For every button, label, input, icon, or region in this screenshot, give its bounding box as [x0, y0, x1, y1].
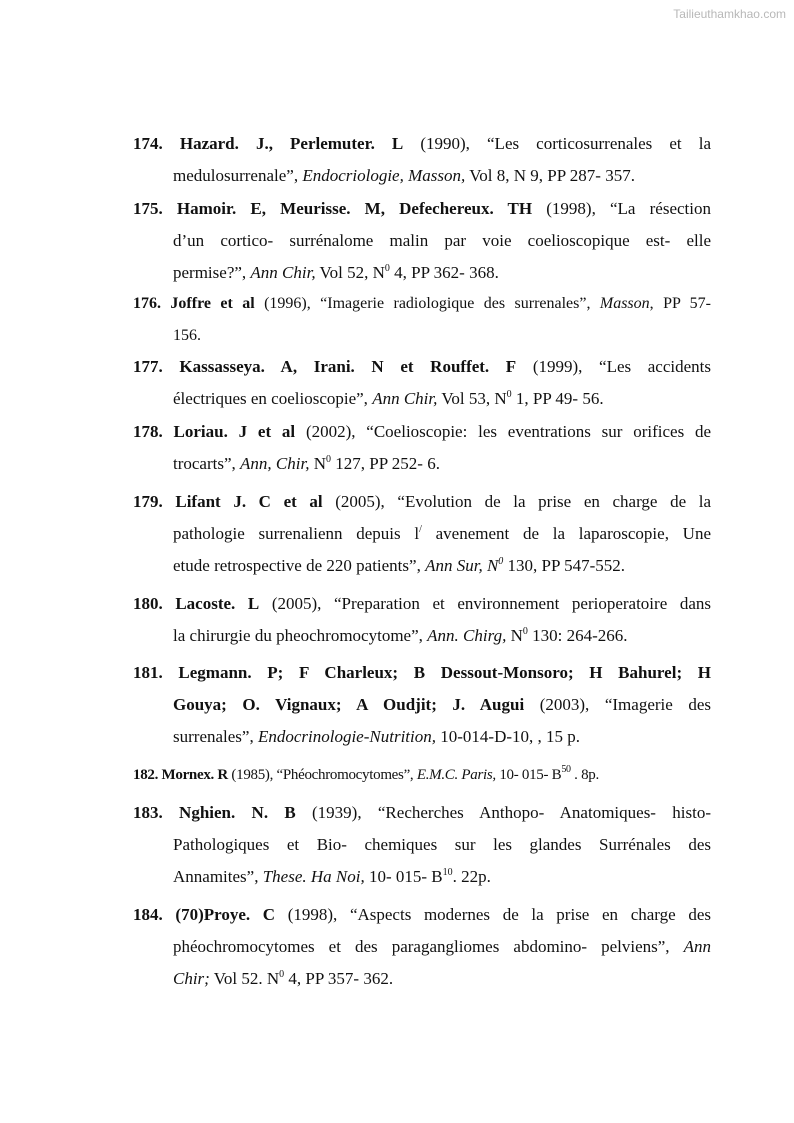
ref-superscript: 0: [279, 969, 285, 980]
ref-journal: Ann, Chir,: [240, 454, 310, 473]
ref-text: (1990), “Les corticosurrenales et la: [403, 134, 712, 153]
ref-text: (1999), “Les accidents: [516, 357, 711, 376]
reference-182: [133, 759, 711, 791]
watermark: Tailieuthamkhao.com: [673, 7, 786, 21]
ref-authors: Gouya; O. Vignaux; A Oudjit; J. Augui: [173, 695, 525, 714]
ref-text: 4, PP 362- 368.: [389, 263, 499, 282]
ref-text: . 22p.: [452, 867, 491, 886]
ref-text: Pathologiques et Bio- chemiques sur les glandes Surrénales des: [173, 835, 711, 854]
reference-177: [133, 351, 711, 415]
ref-superscript: 0: [522, 626, 528, 637]
ref-number: 174.: [133, 134, 163, 153]
ref-number: 183.: [133, 803, 163, 822]
ref-superscript: /: [419, 524, 422, 535]
ref-text: 10- 015- B: [495, 767, 562, 783]
ref-text: 10-014-D-10, , 15 p.: [436, 727, 581, 746]
reference-179: [133, 486, 711, 582]
ref-text: la chirurgie du pheochromocytome”,: [173, 626, 428, 645]
reference-174: [133, 128, 711, 192]
ref-text: (2002), “Coelioscopie: les eventrations sur orifices de: [295, 422, 712, 441]
ref-journal: Masson: [599, 295, 650, 312]
ref-journal: Ann. Chirg,: [427, 626, 507, 645]
ref-authors: Loriau. J et al: [173, 422, 296, 441]
ref-authors: Mornex. R: [161, 767, 228, 783]
reference-181: [133, 657, 711, 753]
reference-183: [133, 797, 711, 893]
ref-number: 184.: [133, 905, 163, 924]
ref-text: Vol 53, N: [437, 389, 507, 408]
ref-text: phéochromocytomes et des paragangliomes abdomino- pelviens”,: [173, 937, 684, 956]
reference-176: [133, 288, 711, 352]
ref-text: , PP 57-: [649, 295, 711, 312]
ref-text: d’un cortico- surrénalome malin par voie coelioscopique est- elle: [173, 231, 711, 250]
ref-text: 127, PP 252- 6.: [331, 454, 440, 473]
ref-text: 130: 264-266.: [527, 626, 628, 645]
reference-180: [133, 588, 711, 652]
ref-text: etude retrospective de 220 patients”,: [173, 556, 426, 575]
ref-text: (2005), “Preparation et environnement perioperatoire dans: [259, 594, 711, 613]
ref-superscript: 50: [561, 764, 571, 775]
ref-text: avenement de la laparoscopie, Une: [421, 524, 712, 543]
ref-authors: (70)Proye. C: [175, 905, 276, 924]
ref-journal: Endocriologie, Masson,: [302, 166, 466, 185]
ref-authors: Hazard. J., Perlemuter. L: [179, 134, 404, 153]
ref-journal: Chir;: [173, 969, 210, 988]
ref-journal: These. Ha Noi,: [262, 867, 365, 886]
ref-text: (1985), “Phéochromocytomes”,: [227, 767, 417, 783]
ref-authors: Lacoste. L: [175, 594, 260, 613]
ref-journal: Ann Sur, N: [425, 556, 499, 575]
ref-journal: Ann Chir,: [250, 263, 316, 282]
ref-number: 176.: [133, 295, 161, 312]
ref-number: 179.: [133, 492, 163, 511]
ref-superscript: 10: [442, 867, 453, 878]
ref-number: 180.: [133, 594, 163, 613]
ref-text: N: [506, 626, 523, 645]
ref-text: 1, PP 49- 56.: [511, 389, 604, 408]
ref-text: (2005), “Evolution de la prise en charge de la: [322, 492, 712, 511]
ref-text: 156.: [173, 327, 201, 344]
reference-184: [133, 899, 711, 995]
ref-superscript: 0: [506, 389, 512, 400]
ref-authors: Nghien. N. B: [179, 803, 296, 822]
ref-journal: E.M.C. Paris,: [416, 767, 496, 783]
ref-text: (1996), “Imagerie radiologique des surrenales”,: [254, 295, 600, 312]
reference-178: [133, 416, 711, 480]
reference-175: [133, 193, 711, 289]
ref-journal: Ann: [683, 937, 711, 956]
ref-text: 4, PP 357- 362.: [284, 969, 394, 988]
ref-text: électriques en coelioscopie”,: [173, 389, 373, 408]
ref-text: (1939), “Recherches Anthopo- Anatomiques- histo-: [295, 803, 711, 822]
ref-number: 177.: [133, 357, 163, 376]
ref-superscript: 0: [326, 454, 331, 465]
ref-authors: Legmann. P; F Charleux; B Dessout-Monsoro; H Bahurel; H: [178, 663, 711, 682]
ref-text: Vol 52, N: [315, 263, 385, 282]
ref-text: pathologie surrenalienn depuis l: [173, 524, 420, 543]
ref-text: 130, PP 547-552.: [503, 556, 625, 575]
ref-text: (1998), “Aspects modernes de la prise en charge des: [275, 905, 711, 924]
ref-superscript-text: 0: [498, 556, 504, 567]
ref-text: trocarts”,: [173, 454, 241, 473]
ref-number: 181.: [133, 663, 163, 682]
ref-text: N: [309, 454, 326, 473]
ref-journal: Ann Chir,: [372, 389, 438, 408]
ref-superscript: 0: [384, 263, 390, 274]
ref-number: 175.: [133, 199, 163, 218]
ref-text: medulosurrenale”,: [173, 166, 303, 185]
ref-authors: Kassasseya. A, Irani. N et Rouffet. F: [179, 357, 517, 376]
ref-authors: Lifant J. C et al: [175, 492, 323, 511]
ref-text: (1998), “La résection: [532, 199, 711, 218]
ref-text: Annamites”,: [173, 867, 263, 886]
ref-text: surrenales”,: [173, 727, 258, 746]
ref-authors: Joffre et al: [170, 295, 255, 312]
ref-number: 182.: [133, 767, 159, 783]
ref-journal: Endocrinologie-Nutrition,: [257, 727, 436, 746]
ref-number: 178.: [133, 422, 163, 441]
ref-text: Vol 8, N 9, PP 287- 357.: [465, 166, 635, 185]
ref-authors: Hamoir. E, Meurisse. M, Defechereux. TH: [176, 199, 533, 218]
ref-text: 10- 015- B: [364, 867, 443, 886]
ref-text: (2003), “Imagerie des: [524, 695, 712, 714]
ref-text: . 8p.: [570, 767, 599, 783]
ref-text: Vol 52. N: [209, 969, 280, 988]
ref-text: permise?”,: [173, 263, 251, 282]
